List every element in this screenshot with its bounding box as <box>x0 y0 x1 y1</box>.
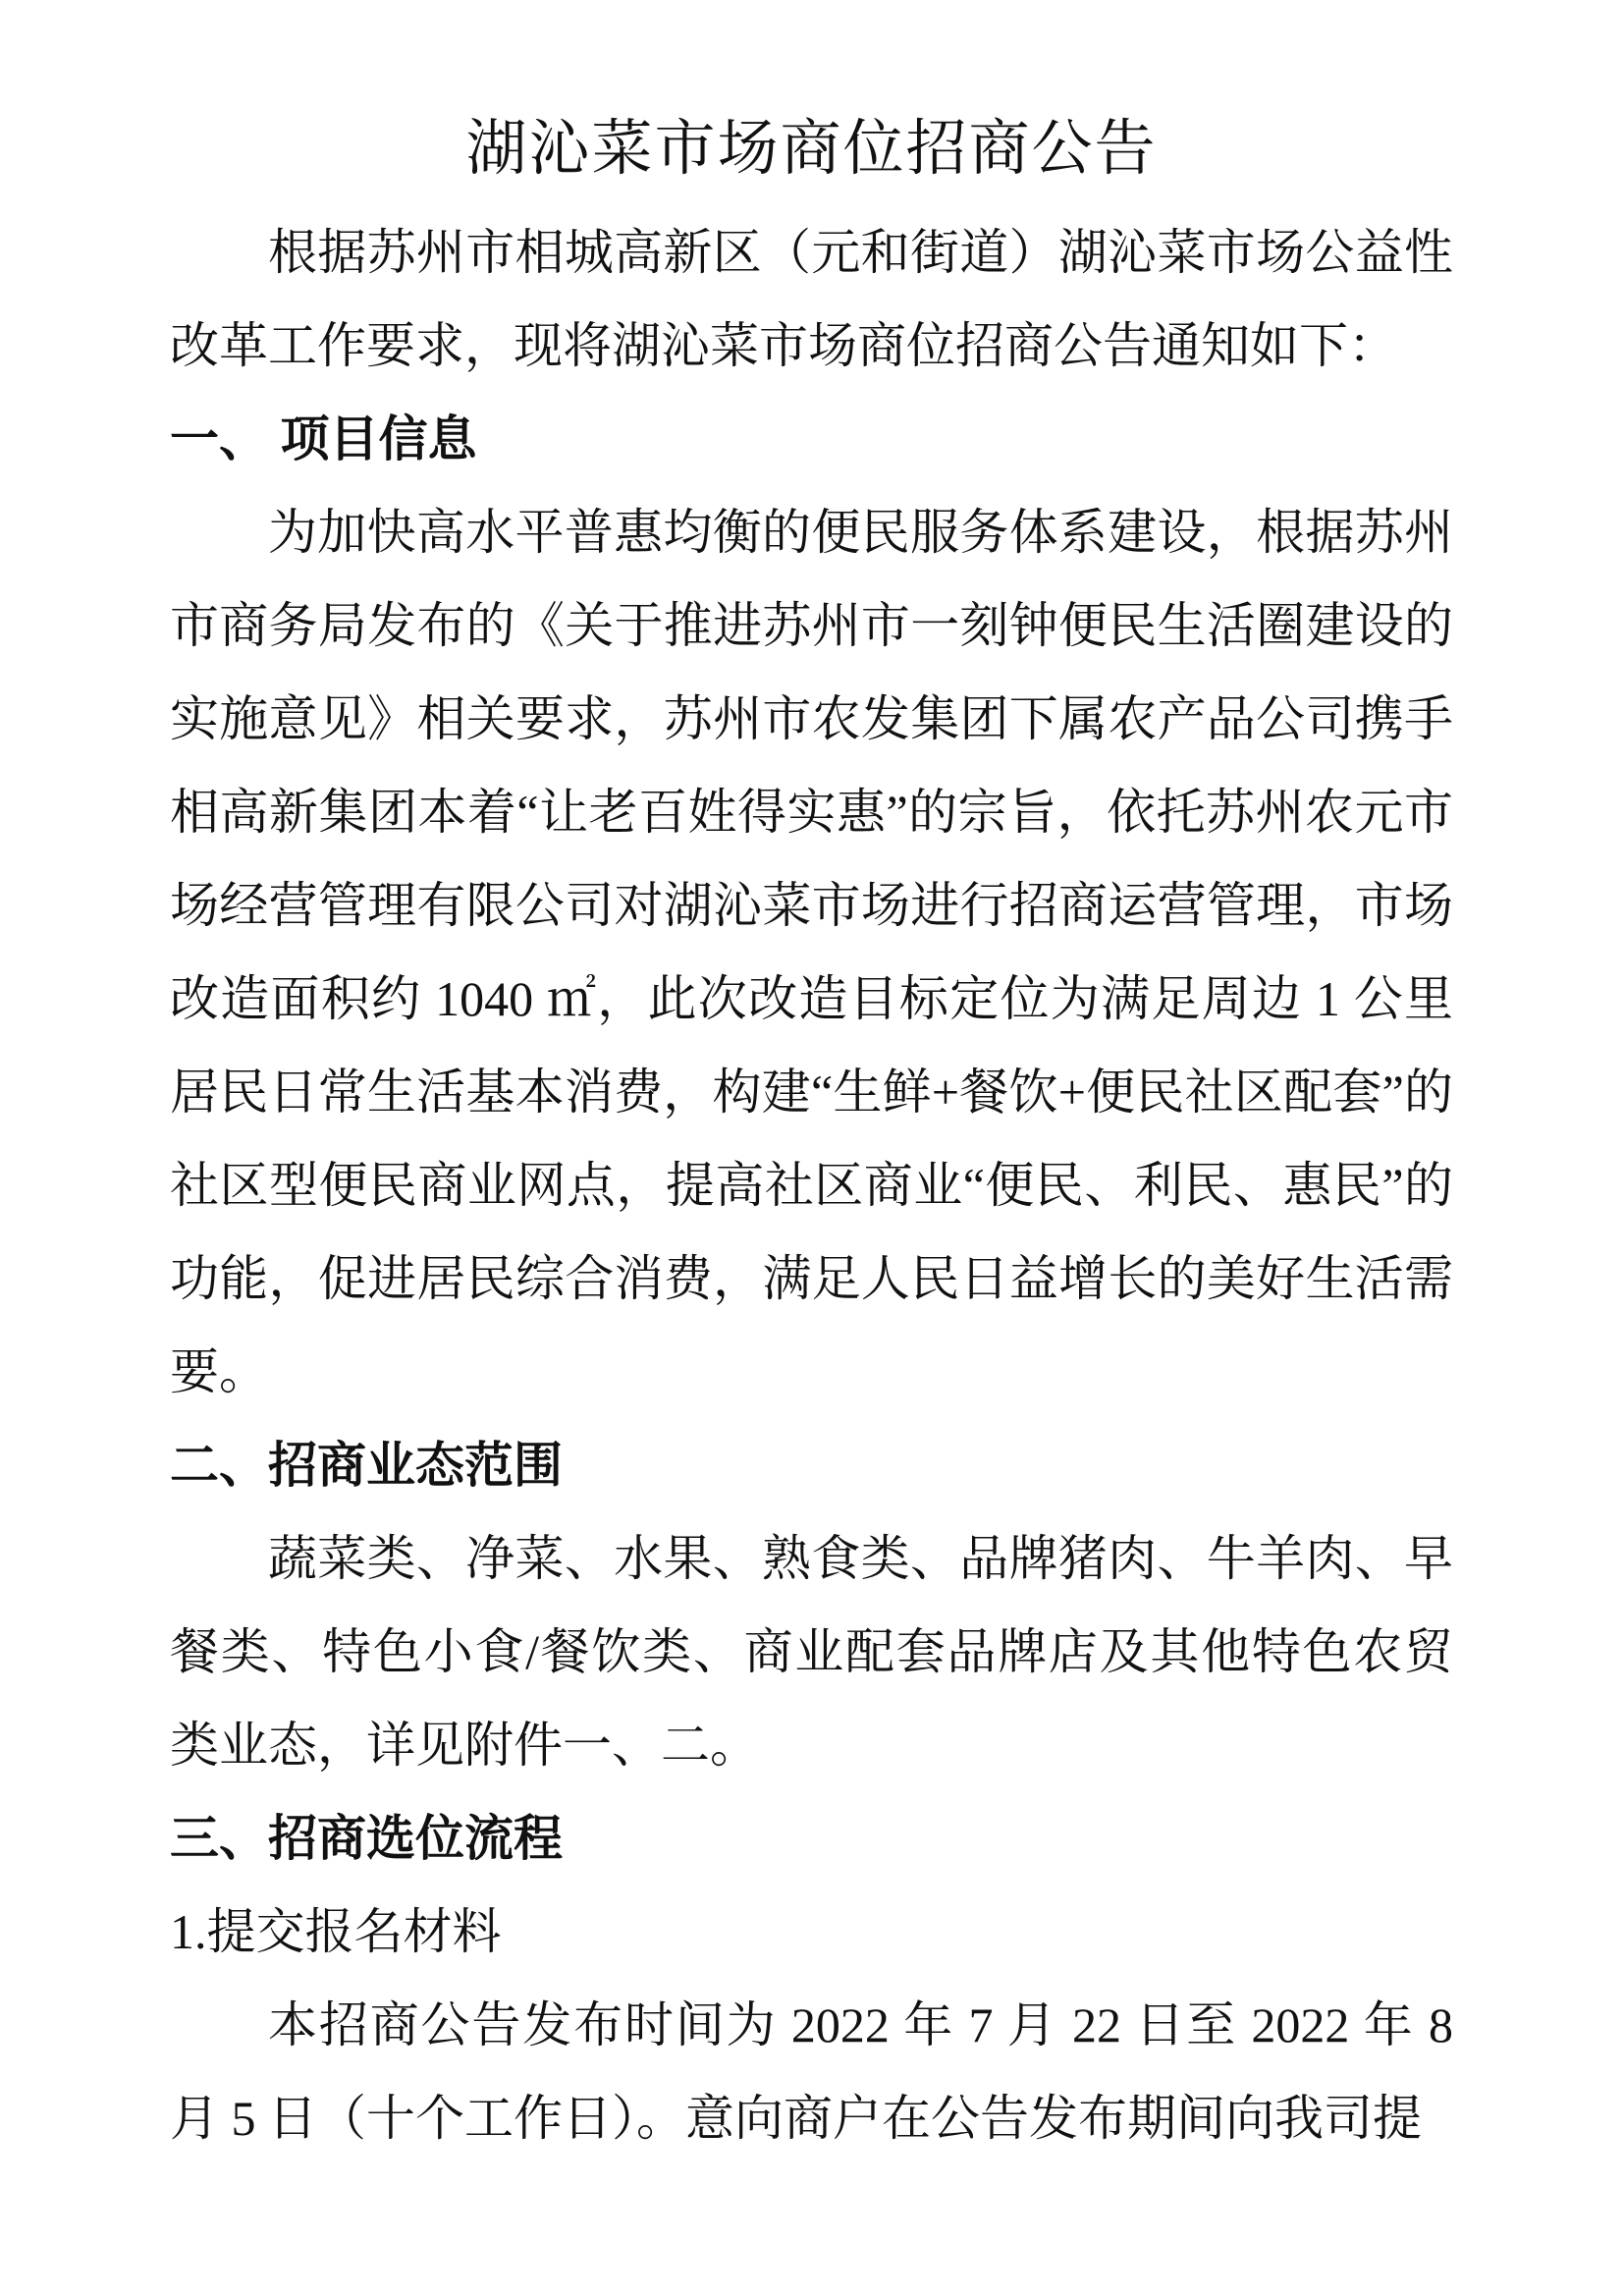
document-body <box>170 206 1453 2165</box>
section-heading: 二、招商业态范围 <box>170 1438 563 1493</box>
section-heading: 一、 项目信息 <box>170 411 477 466</box>
paragraph: 蔬菜类、净菜、水果、熟食类、品牌猪肉、牛羊肉、早餐类、特色小食/餐饮类、商业配套品牌店及其他特色农贸类业态，详见附件一、二。 <box>170 1531 1453 1773</box>
paragraph: 本招商公告发布时间为 2022 年 7 月 22 日至 2022 年 8 月 5 日（十个工作日）。意向商户在公告发布期间向我司提 <box>170 1997 1453 2146</box>
section-heading: 三、招商选位流程 <box>170 1811 563 1866</box>
sub-heading: 1.提交报名材料 <box>170 1904 502 1959</box>
document-title: 湖沁菜市场商位招商公告 <box>465 116 1158 183</box>
paragraph: 为加快高水平普惠均衡的便民服务体系建设，根据苏州市商务局发布的《关于推进苏州市一刻钟便民生活圈建设的实施意见》相关要求，苏州市农发集团下属农产品公司携手相高新集团本着“让老百姓得实惠”的宗旨，依托苏州农元市场经营管理有限公司对湖沁菜市场进行招商运营管理，市场改造面积约 1040 ㎡，此次改造目标定位为满足周边 1 公里居民日常生活基本消费，构建“生鲜+餐饮+便民社区配套”的社区型便民商业网点，提高社区商业“便民、利民、惠民”的功能，促进居民综合消费，满足人民日益增长的美好生活需要。 <box>170 505 1453 1399</box>
paragraph: 根据苏州市相城高新区（元和街道）湖沁菜市场公益性改革工作要求，现将湖沁菜市场商位招商公告通知如下： <box>170 225 1453 373</box>
